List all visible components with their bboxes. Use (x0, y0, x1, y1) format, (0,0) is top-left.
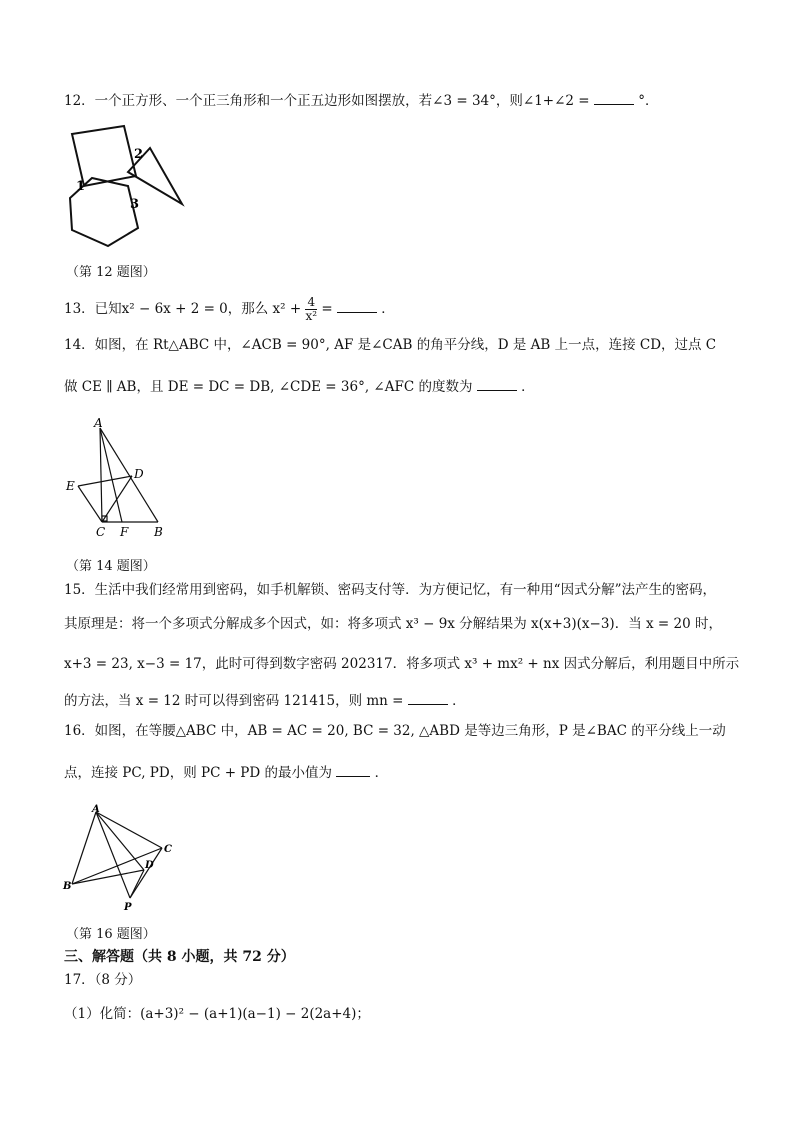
q14-caption: （第 14 题图） (66, 559, 156, 574)
q12-stem: 12．一个正方形、一个正三角形和一个正五边形如图摆放，若∠3 = 34°，则∠1+∠2 = (64, 93, 590, 109)
q13-fraction (305, 296, 317, 323)
q12-text (64, 90, 658, 111)
point-label-E: E (66, 479, 75, 493)
q14-line1: 14．如图，在 Rt△ABC 中，∠ACB = 90°, AF 是∠CAB 的角平分线，D 是 AB 上一点，连接 CD，过点 C (64, 337, 717, 353)
section-heading: 三、解答题（共 8 小题，共 72 分） (64, 949, 295, 965)
q16-answer-blank (336, 762, 370, 777)
q13-tail: ． (381, 301, 395, 317)
point-label-C: C (96, 525, 106, 539)
point-label-B: B (154, 525, 163, 539)
point-label-F: F (120, 525, 129, 539)
q16-tail: ． (374, 765, 389, 781)
q13-equals: = (321, 301, 333, 317)
angle-label-2: 2 (134, 147, 144, 162)
q13-numerator: 4 (307, 295, 316, 309)
q13-stem: 13．已知x² − 6x + 2 = 0，那么 x² + (64, 301, 302, 317)
point-label-B: B (63, 881, 72, 892)
q15-line3: x+3 = 23, x−3 = 17，此时可得到数字密码 202317．将多项式 x³ + mx² + nx 因式分解后，利用题目中所示 (64, 656, 740, 672)
q15-answer-blank (408, 690, 448, 705)
point-label-A: A (94, 416, 103, 430)
q15-tail: ． (452, 693, 466, 709)
q13-text (64, 294, 395, 324)
q15-line4 (64, 690, 466, 711)
q12-answer-blank (594, 90, 634, 105)
q12-tail: °． (638, 93, 659, 109)
q15-line1: 15．生活中我们经常用到密码，如手机解锁、密码支付等．为方便记忆，有一种用“因式分解”法产生的密码， (64, 582, 716, 598)
q13-denominator: x² (305, 309, 318, 323)
q14-answer-blank (477, 376, 517, 391)
q14-stem: 做 CE ∥ AB，且 DE = DC = DB, ∠CDE = 36°, ∠AFC 的度数为 (64, 379, 473, 395)
point-label-C: C (164, 844, 172, 855)
point-label-D: D (134, 467, 144, 481)
q16-line1: 16．如图，在等腰△ABC 中，AB = AC = 20, BC = 32, △ABD 是等边三角形，P 是∠BAC 的平分线上一动 (64, 723, 726, 739)
q16-figure (60, 800, 180, 915)
q17-header: 17．（8 分） (64, 972, 142, 988)
q17-part1: （1）化简：(a+3)² − (a+1)(a−1) − 2(2a+4)； (64, 1006, 370, 1022)
point-label-P: P (124, 902, 132, 913)
square-shape (72, 126, 136, 186)
angle-label-3: 3 (130, 197, 140, 212)
q16-caption: （第 16 题图） (66, 927, 156, 942)
point-label-A: A (92, 804, 100, 815)
q14-tail: ． (521, 379, 535, 395)
q16-stem: 点，连接 PC, PD，则 PC + PD 的最小值为 (64, 765, 333, 781)
q13-answer-blank (337, 298, 377, 313)
angle-label-1: 1 (76, 179, 86, 194)
q15-stem: 的方法，当 x = 12 时可以得到密码 121415，则 mn = (64, 693, 404, 709)
q12-caption: （第 12 题图） (66, 265, 156, 280)
point-label-D: D (145, 860, 154, 871)
q14-line2 (64, 376, 535, 397)
q14-figure (60, 416, 170, 546)
q16-line2 (64, 762, 388, 783)
q15-line2: 其原理是：将一个多项式分解成多个因式，如：将多项式 x³ − 9x 分解结果为 x(x+3)(x−3)．当 x = 20 时， (64, 616, 722, 632)
q12-figure (64, 120, 194, 250)
